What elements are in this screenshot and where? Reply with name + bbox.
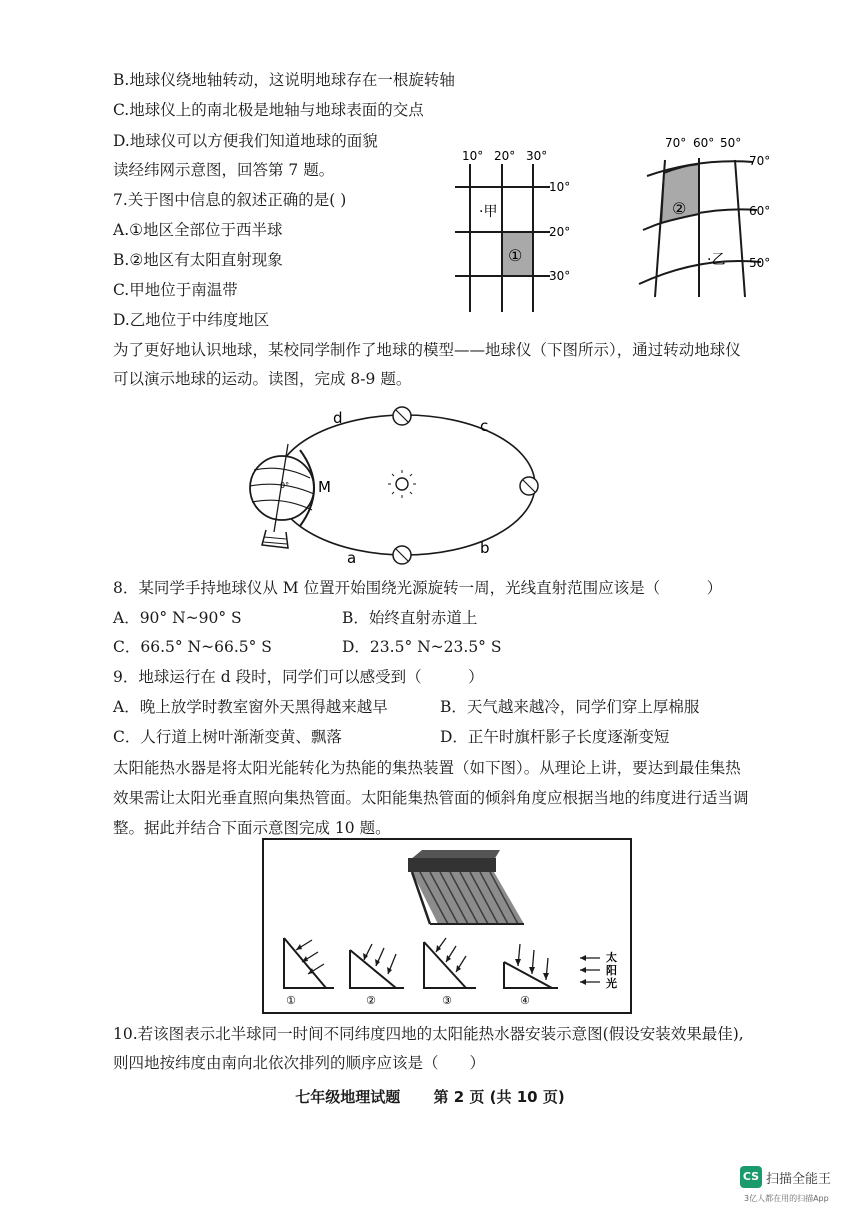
option-c-line: C.地球仪上的南北极是地轴与地球表面的交点 <box>113 101 424 119</box>
instruction-q7: 读经纬网示意图，回答第 7 题。 <box>113 161 335 179</box>
camscanner-name: 扫描全能王 <box>766 1172 832 1187</box>
region-2-label: ② <box>672 199 687 218</box>
question-8-option-a: A．90° N~90° S <box>113 609 242 627</box>
question-8: 8．某同学手持地球仪从 M 位置开始围绕光源旋转一周，光线直射范围应该是（ ） <box>113 579 723 597</box>
sun-icon <box>388 470 416 498</box>
option-b-line: B.地球仪绕地轴转动，这说明地球存在一根旋转轴 <box>113 71 455 89</box>
intro-10-line2: 效果需让太阳光垂直照向集热管面。太阳能集热管面的倾斜角度应根据当地的纬度进行适当调 <box>113 789 749 807</box>
intro-10-line3: 整。据此并结合下面示意图完成 10 题。 <box>113 819 391 837</box>
panel-label-2: ② <box>366 994 376 1007</box>
right-label-20: 20° <box>549 225 571 239</box>
option-d-line: D.地球仪可以方便我们知道地球的面貌 <box>113 132 378 150</box>
top-label-30: 30° <box>526 149 548 163</box>
question-7-option-d: D.乙地位于中纬度地区 <box>113 311 270 329</box>
top-label-70: 70° <box>665 136 687 150</box>
globe-position-right <box>520 477 538 495</box>
right-label-50: 50° <box>749 256 771 270</box>
place-yi-label: ·乙 <box>707 252 726 268</box>
segment-a-label: a <box>347 549 357 567</box>
right-label-30: 30° <box>549 269 571 283</box>
panel-label-3: ③ <box>442 994 452 1007</box>
panel-label-4: ④ <box>520 994 530 1007</box>
intro-10-line1: 太阳能热水器是将太阳光能转化为热能的集热装置（如下图）。从理论上讲，要达到最佳集热 <box>113 759 741 777</box>
right-label-70: 70° <box>749 154 771 168</box>
solar-heater-figure <box>262 838 632 1014</box>
segment-d-label: d <box>333 409 343 427</box>
position-m-label: M <box>318 478 331 496</box>
sunlight-label-3: 光 <box>606 977 617 990</box>
question-8-option-c: C．66.5° N~66.5° S <box>113 638 272 656</box>
question-9-option-b: B．天气越来越冷，同学们穿上厚棉服 <box>440 698 700 716</box>
lat-lon-grid-figure-1 <box>445 140 580 320</box>
globe-position-bottom <box>393 546 411 564</box>
right-label-10: 10° <box>549 180 571 194</box>
top-label-10: 10° <box>462 149 484 163</box>
intro-8-9-line1: 为了更好地认识地球，某校同学制作了地球的模型——地球仪（下图所示），通过转动地球仪 <box>113 341 741 359</box>
top-label-20: 20° <box>494 149 516 163</box>
question-9: 9．地球运行在 d 段时，同学们可以感受到（ ） <box>113 668 484 686</box>
question-7: 7.关于图中信息的叙述正确的是( ) <box>113 191 347 209</box>
orbit-diagram <box>240 400 570 575</box>
intro-8-9-line2: 可以演示地球的运动。读图，完成 8-9 题。 <box>113 370 412 388</box>
region-1-label: ① <box>508 246 523 265</box>
question-7-option-b: B.②地区有太阳直射现象 <box>113 251 283 269</box>
question-10-line1: 10.若该图表示北半球同一时间不同纬度四地的太阳能热水器安装示意图(假设安装效果最佳), <box>113 1025 744 1043</box>
question-9-option-d: D．正午时旗杆影子长度逐渐变短 <box>440 728 670 746</box>
camscanner-subtitle: 3亿人都在用的扫描App <box>744 1194 829 1203</box>
globe-position-top <box>393 407 411 425</box>
page-footer <box>0 1086 860 1107</box>
question-9-option-a: A．晚上放学时教室窗外天黑得越来越早 <box>113 698 388 716</box>
question-7-option-c: C.甲地位于南温带 <box>113 281 238 299</box>
top-label-60: 60° <box>693 136 715 150</box>
footer-page: 第 2 页 (共 10 页) <box>433 1088 565 1106</box>
question-8-option-b: B．始终直射赤道上 <box>342 609 478 627</box>
camscanner-logo-icon: CS <box>740 1166 762 1188</box>
segment-c-label: c <box>480 417 489 435</box>
place-jia-label: ·甲 <box>479 204 498 220</box>
equator-label: 0° <box>280 481 290 490</box>
sunlight-label-1: 太 <box>606 951 617 964</box>
question-7-option-a: A.①地区全部位于西半球 <box>113 221 283 239</box>
question-9-option-c: C．人行道上树叶渐渐变黄、飘落 <box>113 728 342 746</box>
question-10-line2: 则四地按纬度由南向北依次排列的顺序应该是（ ） <box>113 1054 486 1072</box>
segment-b-label: b <box>480 539 490 557</box>
question-8-option-d: D．23.5° N~23.5° S <box>342 638 502 656</box>
sunlight-label-2: 阳 <box>606 964 617 977</box>
lat-lon-grid-figure-2 <box>635 132 780 302</box>
footer-title: 七年级地理试题 <box>295 1088 401 1106</box>
top-label-50: 50° <box>720 136 742 150</box>
globe-model-icon <box>250 444 314 548</box>
panel-label-1: ① <box>286 994 296 1007</box>
right-label-60: 60° <box>749 204 771 218</box>
